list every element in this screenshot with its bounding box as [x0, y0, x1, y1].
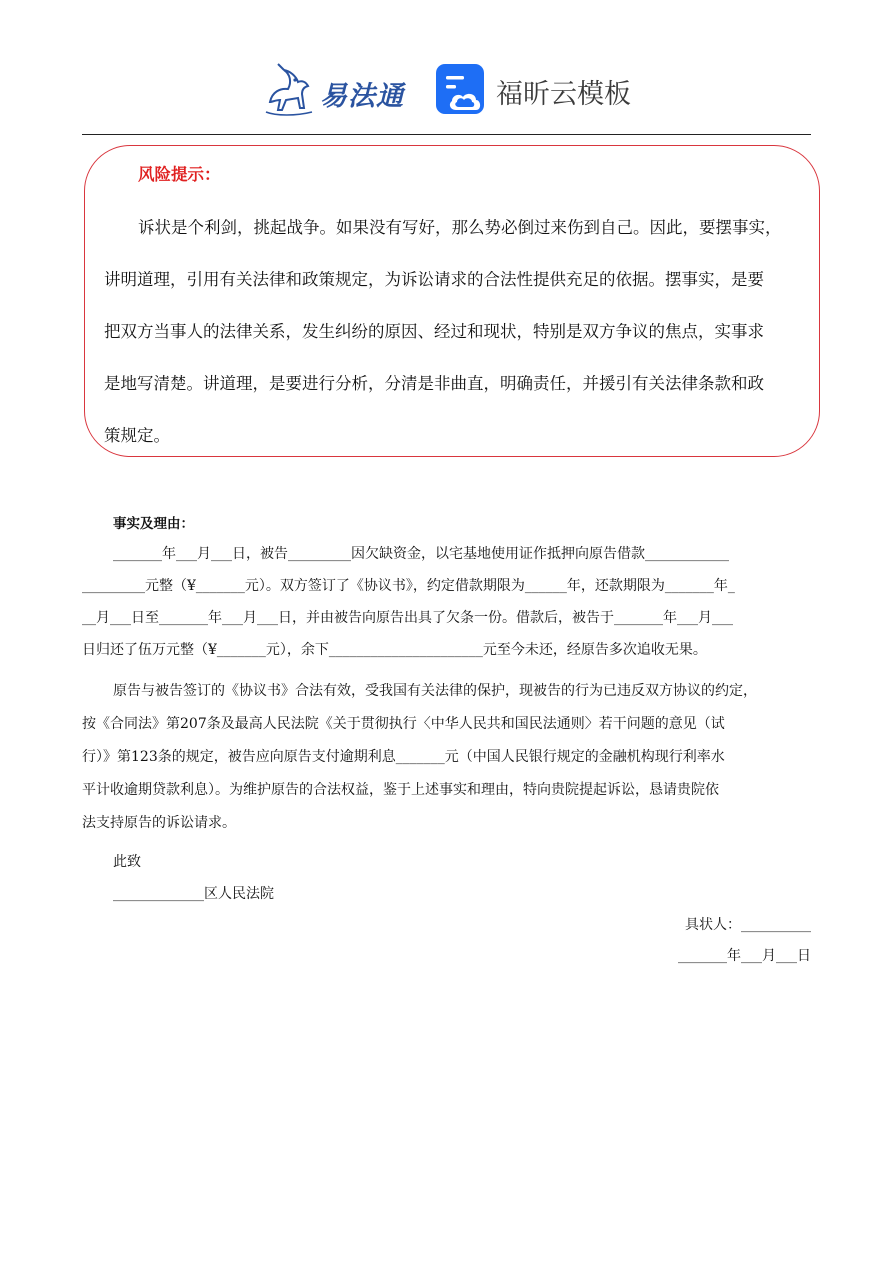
risk-notice-line: 策规定。 [104, 426, 170, 445]
risk-notice-box [84, 145, 820, 457]
yifatong-logo-text: 易法通 [320, 81, 404, 112]
court-name: _____________区人民法院 [113, 886, 274, 902]
risk-notice-line: 诉状是个利剑，挑起战争。如果没有写好，那么势必倒过来伤到自己。因此，要摆事实， [138, 218, 782, 237]
date-line: _______年___月___日 [678, 948, 811, 964]
risk-notice-line: 讲明道理，引用有关法律和政策规定，为诉讼请求的合法性提供充足的依据。摆事实，是要 [104, 270, 764, 289]
risk-notice-line: 把双方当事人的法律关系，发生纠纷的原因、经过和现状，特别是双方争议的焦点，实事求 [104, 322, 764, 341]
body-line: _______年___月___日，被告_________因欠缺资金，以宅基地使用证作抵押向原告借款____________ [113, 546, 729, 562]
facts-and-reasons-heading: 事实及理由： [113, 516, 194, 532]
unicorn-icon [262, 62, 322, 118]
cloud-document-icon [436, 64, 488, 116]
fuxin-logo-text: 福昕云模板 [496, 79, 631, 110]
body-line: 日归还了伍万元整（¥_______元），余下______________________元至今未还，经原告多次追收无果。 [82, 642, 707, 658]
signer-line: 具状人：__________ [685, 917, 811, 933]
body-line: 行）》第123条的规定，被告应向原告支付逾期利息_______元（中国人民银行规定的金融机构现行利率水 [82, 749, 725, 765]
header-divider [82, 134, 811, 135]
body-line: 原告与被告签订的《协议书》合法有效，受我国有关法律的保护，现被告的行为已违反双方协议的约定， [113, 683, 757, 699]
page-header [0, 58, 893, 122]
yifatong-logo [262, 62, 412, 118]
body-line: __月___日至_______年___月___日，并由被告向原告出具了欠条一份。借款后，被告于_______年___月___ [82, 610, 733, 626]
body-line: 平计收逾期贷款利息）。为维护原告的合法权益，鉴于上述事实和理由，特向贵院提起诉讼，恳请贵院依 [82, 782, 719, 798]
body-line: 按《合同法》第207条及最高人民法院《关于贯彻执行〈中华人民共和国民法通则〉若干问题的意见（试 [82, 716, 725, 732]
body-line: 法支持原告的诉讼请求。 [82, 815, 236, 831]
salutation: 此致 [113, 854, 141, 870]
risk-notice-title: 风险提示： [138, 165, 221, 184]
body-line: _________元整（¥_______元）。双方签订了《协议书》，约定借款期限为______年，还款期限为_______年_ [82, 578, 735, 594]
risk-notice-line: 是地写清楚。讲道理，是要进行分析，分清是非曲直，明确责任，并援引有关法律条款和政 [104, 374, 764, 393]
